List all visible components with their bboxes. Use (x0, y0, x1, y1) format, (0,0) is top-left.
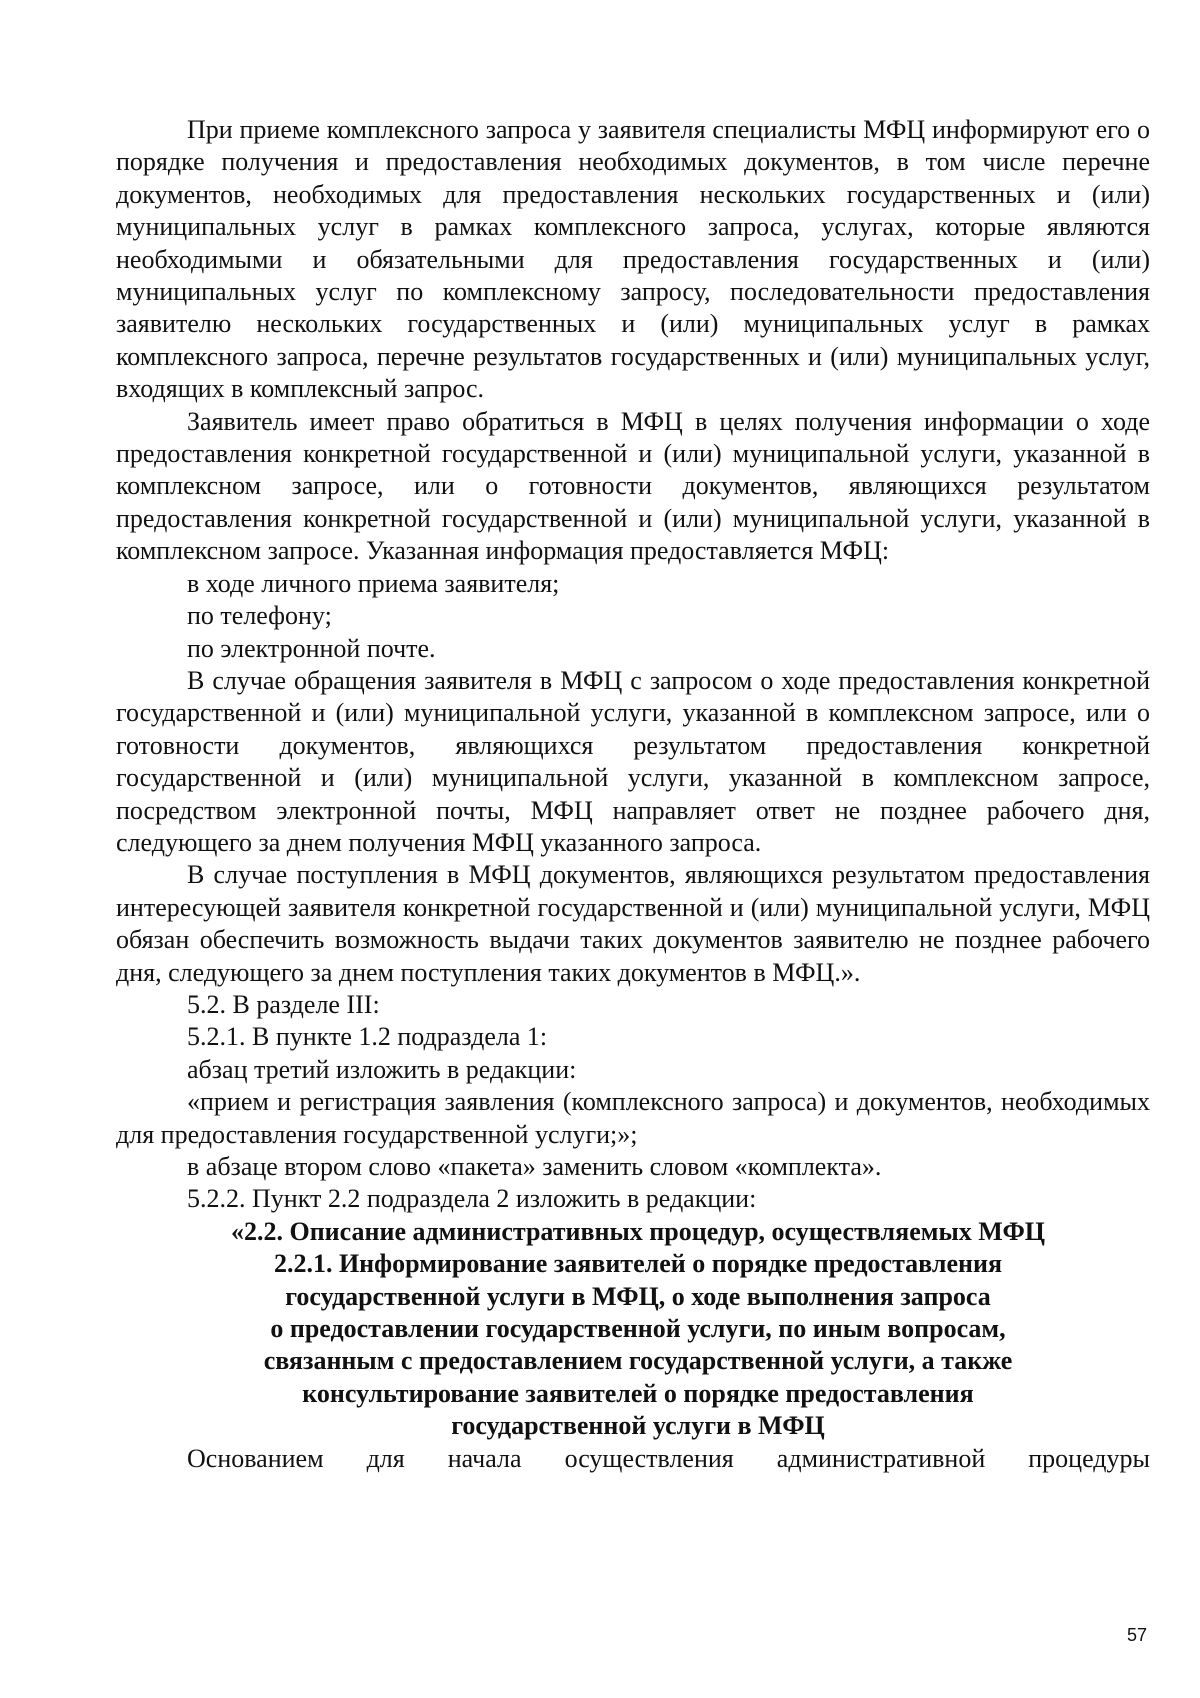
heading-line: 2.2.1. Информирование заявителей о порядке предоставления (273, 1249, 1003, 1279)
heading-line: о предоставлении государственной услуги, по иным вопросам, (270, 1314, 1006, 1344)
list-item-email: по электронной почте. (187, 633, 436, 663)
heading-line: консультирование заявителей о порядке предоставления (302, 1378, 974, 1408)
paragraph-basis-start: Основанием для начала осуществления административной процедуры (187, 1443, 1150, 1473)
section-heading (116, 1216, 1150, 1443)
paragraph-word-replace: в абзаце втором слово «пакета» заменить словом «комплекта». (187, 1152, 882, 1181)
page-number: 57 (1126, 1625, 1147, 1645)
clause-5-2-2: 5.2.2. Пункт 2.2 подраздела 2 изложить в редакции: (187, 1184, 757, 1214)
paragraph-email-request: В случае обращения заявителя в МФЦ с запросом о ходе предоставления конкретной государственной и (или) муниципальной услуги, указанной в комплексном запросе, или о готовности документов, являющихся результатом предоставления конкретной государственной и (или) муниципальной услуги, указанной в комплексном запросе, посредством электронной почты, МФЦ направляет ответ не позднее рабочего дня, следующего за днем получения МФЦ указанного запроса. (116, 665, 1150, 857)
paragraph-reception-registration: «прием и регистрация заявления (комплексного запроса) и документов, необходимых для предоставления государственной услуги;»; (116, 1087, 1150, 1149)
heading-line: государственной услуги в МФЦ, о ходе выполнения запроса (285, 1281, 991, 1311)
heading-line: государственной услуги в МФЦ (451, 1411, 825, 1441)
paragraph-documents-delivery: В случае поступления в МФЦ документов, являющихся результатом предоставления интересующей заявителя конкретной государственной и (или) муниципальной услуги, МФЦ обязан обеспечить возможность выдачи таких документов заявителю не позднее рабочего дня, следующего за днем поступления таких документов в МФЦ.». (116, 860, 1150, 987)
list-item-personal-reception: в ходе личного приема заявителя; (187, 568, 560, 598)
document-page (116, 114, 1150, 1475)
paragraph-applicant-right: Заявитель имеет право обратиться в МФЦ в целях получения информации о ходе предоставления конкретной государственной и (или) муниципальной услуги, указанной в комплексном запросе, или о готовности документов, являющихся результатом предоставления конкретной государственной и (или) муниципальной услуги, указанной в комплексном запросе. Указанная информация предоставляется МФЦ: (116, 406, 1150, 566)
list-item-phone: по телефону; (187, 601, 332, 631)
heading-line: связанным с предоставлением государственной услуги, а также (263, 1346, 1013, 1376)
clause-5-2: 5.2. В разделе III: (187, 989, 380, 1019)
heading-line: «2.2. Описание административных процедур, осуществляемых МФЦ (230, 1216, 1046, 1246)
paragraph-third-edit: абзац третий изложить в редакции: (187, 1054, 577, 1084)
clause-5-2-1: 5.2.1. В пункте 1.2 подраздела 1: (187, 1022, 548, 1052)
paragraph-complex-request-info: При приеме комплексного запроса у заявителя специалисты МФЦ информируют его о порядке получения и предоставления необходимых документов, в том числе перечне документов, необходимых для предоставления нескольких государственных и (или) муниципальных услуг в рамках комплексного запроса, услугах, которые являются необходимыми и обязательными для предоставления государственных и (или) муниципальных услуг по комплексному запросу, последовательности предоставления заявителю нескольких государственных и (или) муниципальных услуг в рамках комплексного запроса, перечне результатов государственных и (или) муниципальных услуг, входящих в комплексный запрос. (116, 115, 1150, 404)
